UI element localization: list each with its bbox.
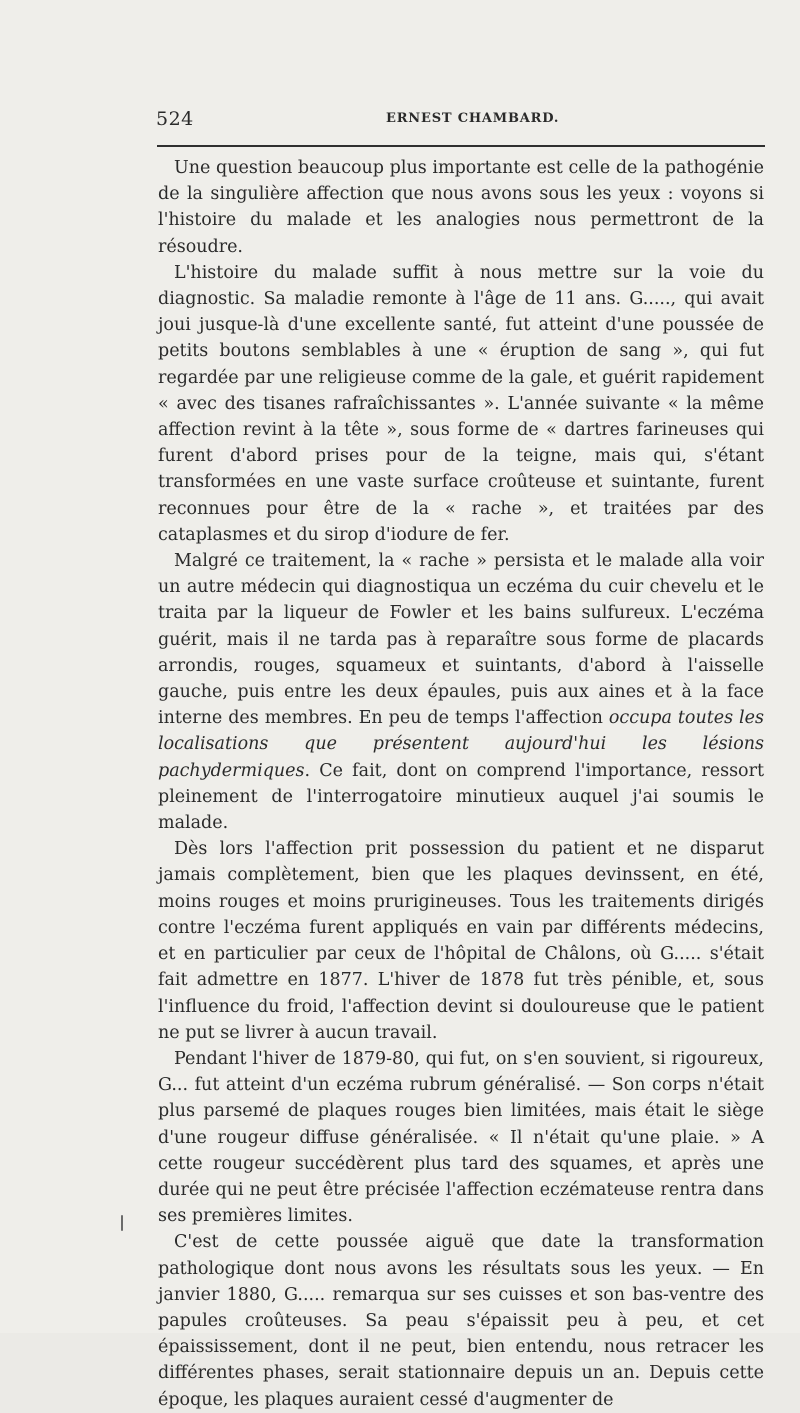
paragraph-5: Pendant l'hiver de 1879-80, qui fut, on s'en souvient, si rigoureux, G... fut atteint d'un eczéma rubrum généralisé. — Son corps n'était plus parsemé de plaques rouges bien limitées, mais était le siège d'une rougeur diffuse généralisée. « Il n'était qu'une plaie. » A cette rougeur succédèrent plus tard des squames, et après une durée qui ne peut être précisée l'affection eczémateuse rentra dans ses premières limites.	[158, 1048, 764, 1227]
margin-ink-mark	[120, 1215, 124, 1235]
paragraph-3	[158, 548, 764, 836]
paragraph-6: C'est de cette poussée aiguë que date la transformation pathologique dont nous avons les résultats sous les yeux. — En janvier 1880, G..... remarqua sur ses cuisses et son bas-ventre des papules croûteuses. Sa peau s'épaissit peu à peu, et cet épaississement, dont il ne peut, bien entendu, nous retracer les différentes phases, serait stationnaire depuis un an. Depuis cette époque, les plaques auraient cessé d'augmenter de	[158, 1232, 764, 1410]
paragraph-2: L'histoire du malade suffit à nous mettre sur la voie du diagnostic. Sa maladie remonte à l'âge de 11 ans. G....., qui avait joui jusque-là d'une excellente santé, fut atteint d'une poussée de petits boutons semblables à une « éruption de sang », qui fut regardée par une religieuse comme de la gale, et guérit rapidement « avec des tisanes rafraîchissantes ». L'année suivante « la même affection revint à la tête », sous forme de « dartres farineuses qui furent d'abord prises pour de la teigne, mais qui, s'étant transformées en une vaste surface croûteuse et suintante, furent reconnues pour être de la « rache », et traitées par des cataplasmes et du sirop d'iodure de fer.	[158, 262, 764, 545]
paragraph-3-before: Malgré ce traitement, la « rache » persista et le malade alla voir un autre médecin qui diagnostiqua un eczéma du cuir chevelu et le traita par la liqueur de Fowler et les bains sulfureux. L'eczéma guérit, mais il ne tarda pas à reparaître sous forme de placards arrondis, rouges, squameux et suintants, d'abord à l'aisselle gauche, puis entre les deux épaules, puis aux aines et à la face interne des membres. En peu de temps l'affection	[158, 551, 764, 729]
page-header	[156, 108, 766, 132]
paragraph-3-italic: occupa toutes les localisations que présentent aujourd'hui les lésions pachydermiques	[158, 708, 764, 781]
paragraph-1: Une question beaucoup plus importante est celle de la pathogénie de la singulière affection que nous avons sous les yeux : voyons si l'histoire du malade et les analogies nous permettront de la résoudre.	[158, 158, 764, 257]
header-rule	[157, 145, 765, 147]
running-head: ERNEST CHAMBARD.	[386, 111, 560, 126]
page-number: 524	[156, 108, 194, 130]
paragraph-4: Dès lors l'affection prit possession du patient et ne disparut jamais complètement, bien que les plaques devinssent, en été, moins rouges et moins prurigineuses. Tous les traitements dirigés contre l'eczéma furent appliqués en vain par différents médecins, et en particulier par ceux de l'hôpital de Châlons, où G..... s'était fait admettre en 1877. L'hiver de 1878 fut très pénible, et, sous l'influence du froid, l'affection devint si douloureuse que le patient ne put se livrer à aucun travail.	[158, 839, 764, 1043]
body-text	[158, 155, 764, 1413]
paragraph-3-after: . Ce fait, dont on comprend l'importance, ressort pleinement de l'interrogatoire minutieux auquel j'ai soumis le malade.	[158, 760, 764, 834]
